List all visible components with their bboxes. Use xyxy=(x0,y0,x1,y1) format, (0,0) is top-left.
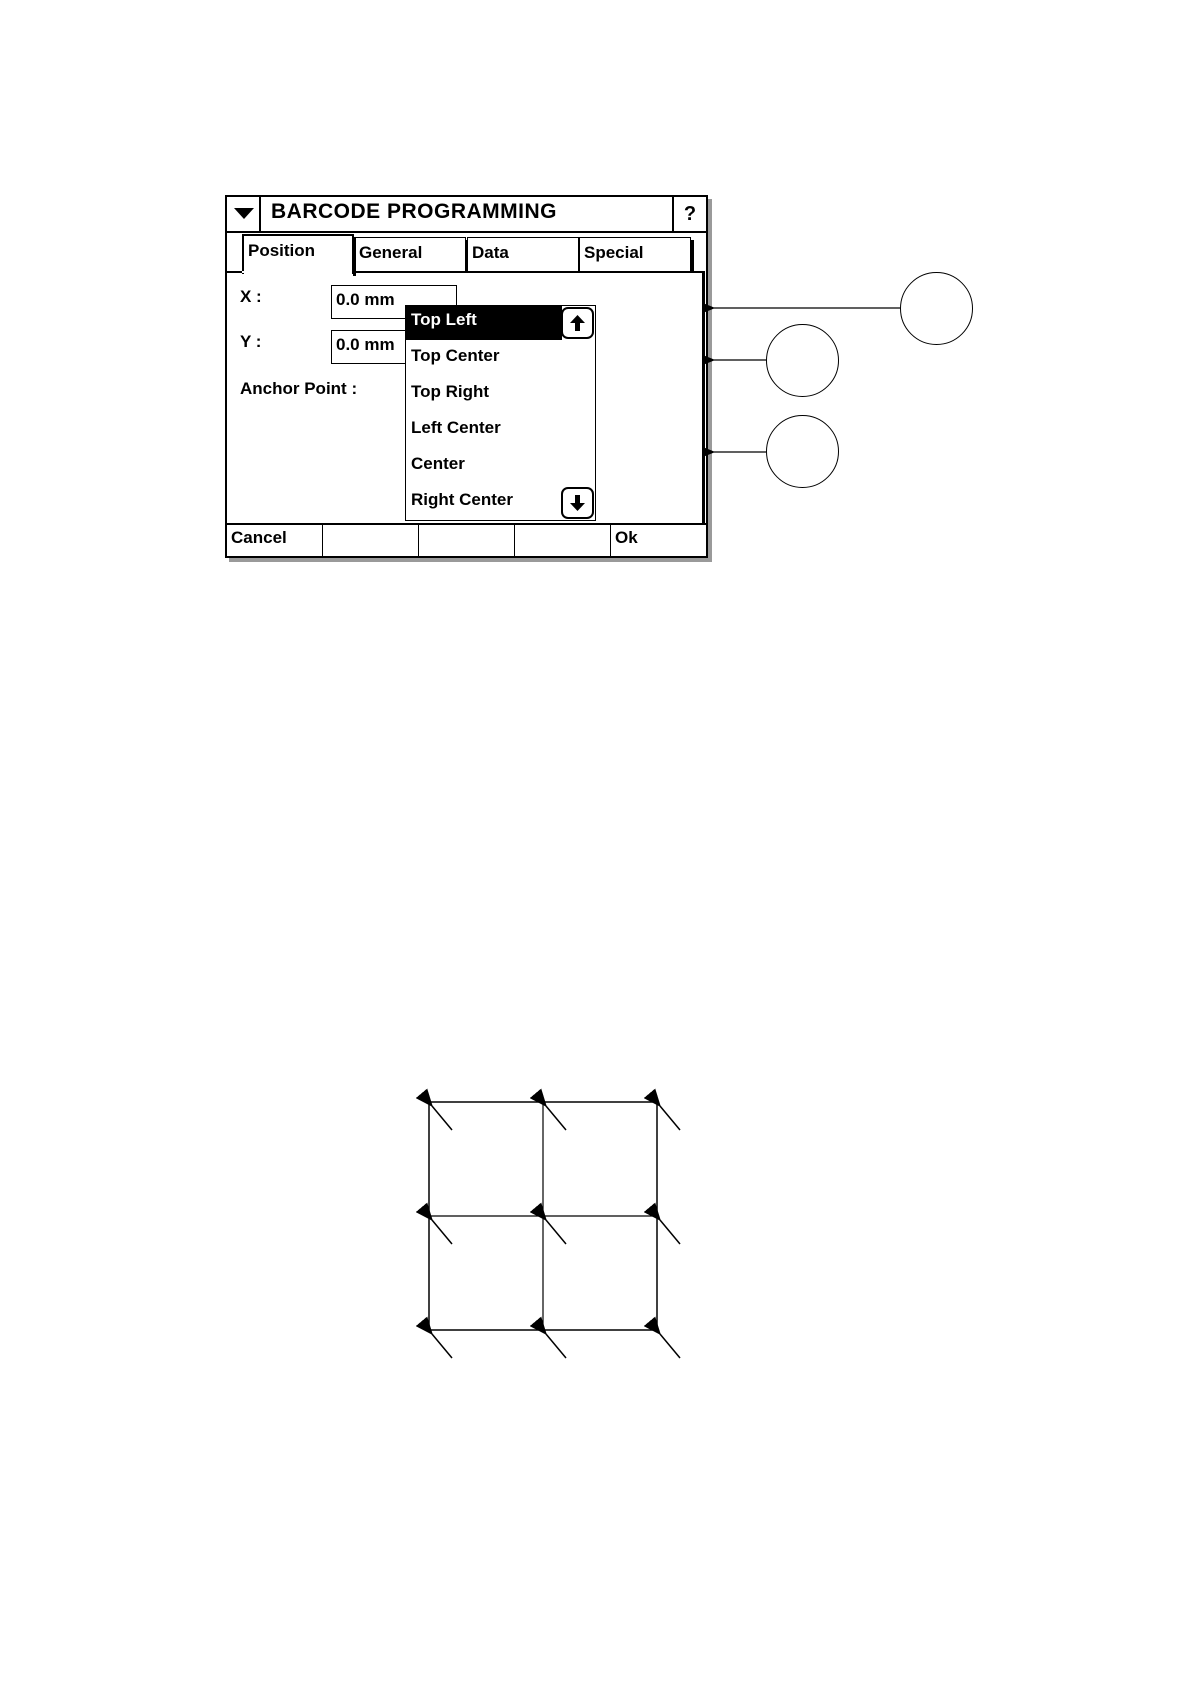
anchor-arrow-left-center xyxy=(432,1220,452,1244)
option-top-center[interactable]: Top Center xyxy=(411,346,500,365)
anchor-point-dropdown[interactable] xyxy=(405,305,596,521)
tab-label: Data xyxy=(472,243,509,262)
dialog-title: BARCODE PROGRAMMING xyxy=(271,200,557,223)
arrow-up-icon xyxy=(569,314,586,332)
option-top-right[interactable]: Top Right xyxy=(411,382,490,401)
help-button[interactable]: ? xyxy=(672,197,706,231)
anchor-arrow-top-center xyxy=(546,1106,566,1130)
anchor-arrow-right-center xyxy=(660,1220,680,1244)
y-label: Y : xyxy=(240,332,262,351)
anchor-arrow-bottom-center xyxy=(546,1334,566,1358)
x-label: X : xyxy=(240,287,262,306)
y-input[interactable]: 0.0 mm xyxy=(331,330,457,364)
x-input[interactable]: 0.0 mm xyxy=(331,285,457,319)
tab-label: Position xyxy=(248,241,316,260)
option-right-center[interactable]: Right Center xyxy=(411,490,513,509)
scroll-up-button[interactable] xyxy=(561,307,594,339)
anchor-arrow-bottom-right xyxy=(660,1334,680,1358)
option-left-center[interactable]: Left Center xyxy=(411,418,501,437)
scroll-down-button[interactable] xyxy=(561,487,594,519)
anchor-arrows xyxy=(432,1106,680,1358)
anchor-arrow-top-right xyxy=(660,1106,680,1130)
ok-button[interactable]: Ok xyxy=(615,528,638,547)
tab-label: General xyxy=(359,243,423,262)
anchor-point-label: Anchor Point : xyxy=(240,379,358,398)
arrow-down-icon xyxy=(569,494,586,512)
anchor-arrow-top-left xyxy=(432,1106,452,1130)
anchor-arrow-bottom-left xyxy=(432,1334,452,1358)
option-center[interactable]: Center xyxy=(411,454,465,473)
anchor-arrow-center xyxy=(546,1220,566,1244)
cancel-button[interactable]: Cancel xyxy=(227,525,323,556)
tab-label: Special xyxy=(584,243,644,262)
tab-position[interactable] xyxy=(242,234,354,274)
option-top-left[interactable]: Top Left xyxy=(406,306,562,340)
